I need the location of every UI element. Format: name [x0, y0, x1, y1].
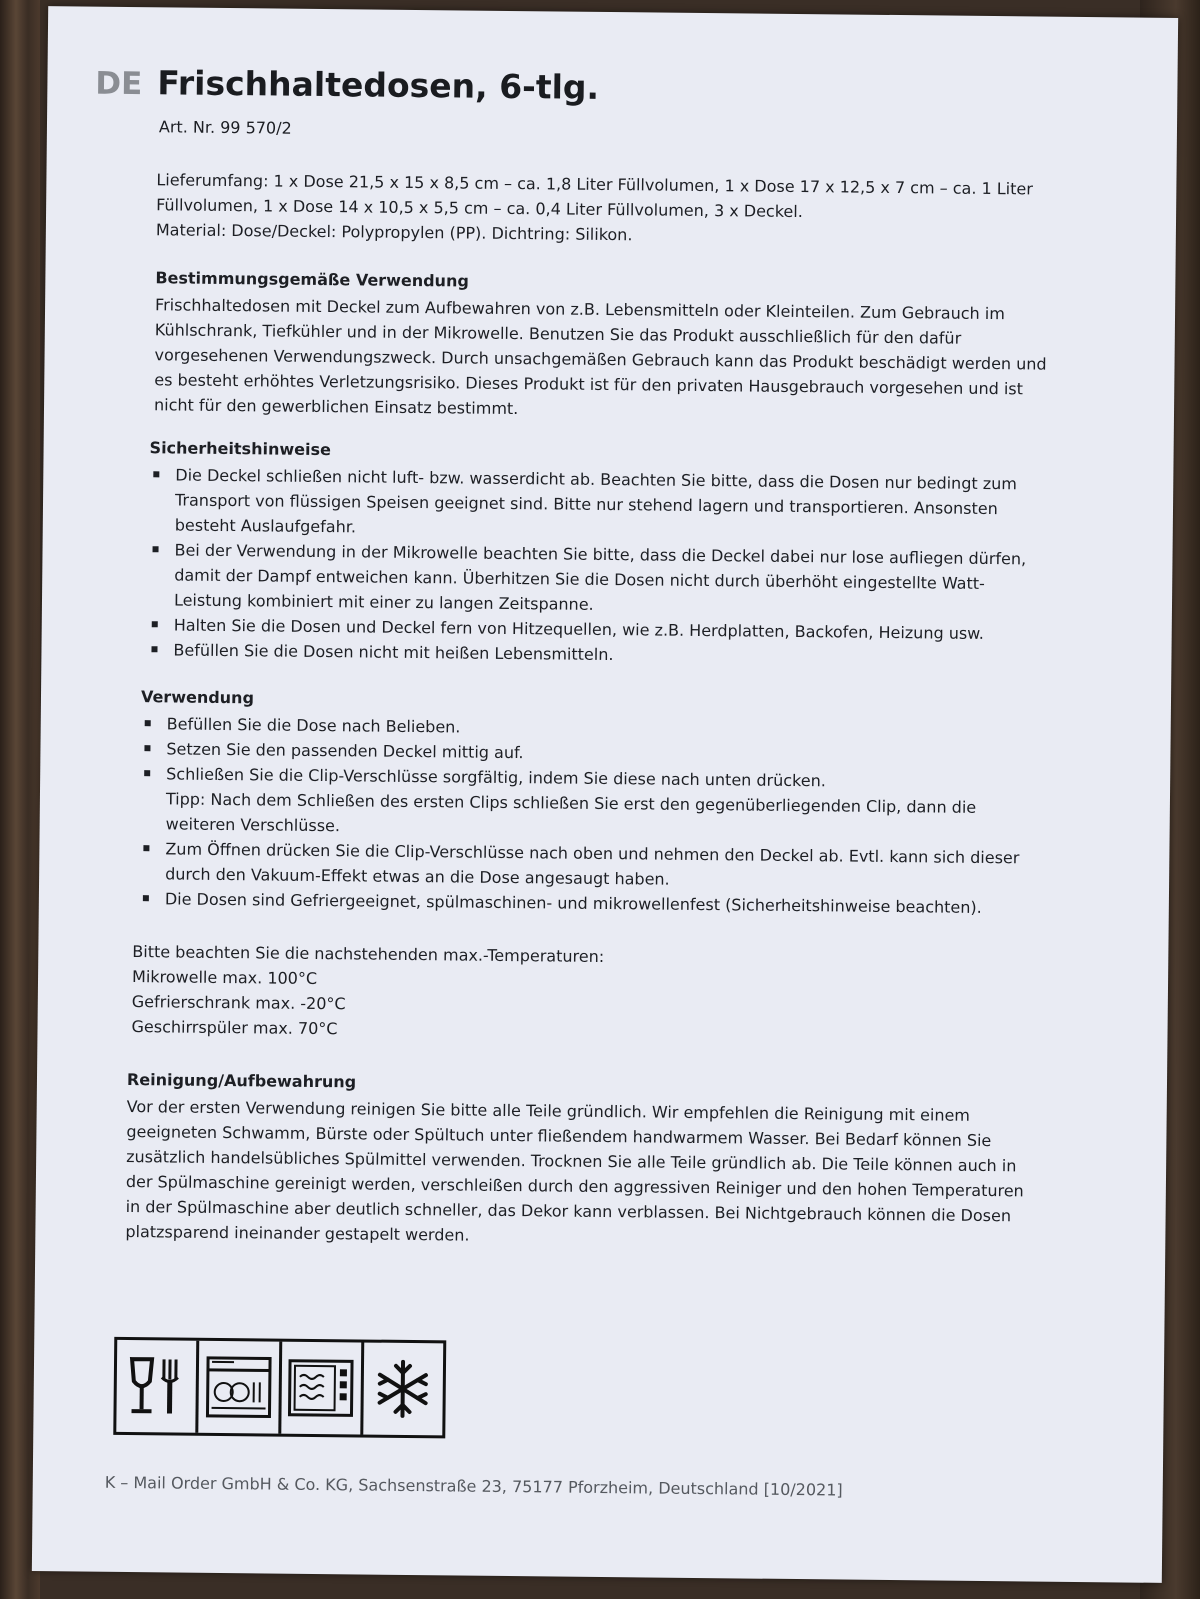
temperature-line: Geschirrspüler max. 70°C — [131, 1017, 338, 1039]
cleaning-section — [125, 1067, 1037, 1254]
cleaning-heading: Reinigung/Aufbewahrung — [126, 1070, 357, 1092]
temperature-intro: Bitte beachten Sie die nachstehenden max.-Temperaturen: — [132, 942, 605, 966]
company-footer: K – Mail Order GmbH & Co. KG, Sachsenstraße 23, 75177 Pforzheim, Deutschland [10/2021] — [104, 1472, 843, 1500]
list-item: Befüllen Sie die Dose nach Belieben. — [141, 711, 1041, 745]
list-item: Die Deckel schließen nicht luft- bzw. wasserdicht ab. Beachten Sie bitte, dass die Dosen nur bedingt zum Transport von flüssigen Speisen geeignet sind. Bitte nur stehend lagern und transportieren. Ansonsten besteht Auslaufgefahr. — [149, 462, 1050, 546]
usage-heading: Verwendung — [140, 687, 255, 708]
usage-tip: Tipp: Nach dem Schließen des ersten Clips schließen Sie erst den gegenüberliegenden Clip, dann die weiteren Verschlüsse. — [165, 789, 977, 836]
usage-item-text: Schließen Sie die Clip-Verschlüsse sorgfältig, indem Sie diese nach unten drücken. — [166, 764, 826, 791]
list-item — [140, 761, 1041, 845]
document-header — [95, 63, 599, 107]
scope-of-delivery — [156, 167, 1057, 251]
list-item: Zum Öffnen drücken Sie die Clip-Verschlüsse nach oben und nehmen den Deckel ab. Evtl. kann sich dieser durch den Vakuum-Effekt etwas an die Dose angesaugt haben. — [139, 836, 1039, 895]
temperature-line: Mikrowelle max. 100°C — [131, 967, 318, 988]
material-text: Material: Dose/Deckel: Polypropylen (PP). Dichtring: Silikon. — [155, 220, 633, 245]
list-item: Bei der Verwendung in der Mikrowelle beachten Sie bitte, dass die Deckel dabei nur lose aufliegen dürfen, damit der Dampf entweichen kann. Überhitzen Sie die Dosen nicht durch überhöht eingestellte Watt-Leistung kombiniert mit einer zu langen Zeitspanne. — [148, 537, 1049, 621]
temperature-section — [131, 939, 1032, 1048]
temperature-line: Gefrierschrank max. -20°C — [131, 992, 346, 1014]
usage-list — [139, 711, 1041, 920]
document-title: Frischhaltedosen, 6-tlg. — [157, 63, 600, 107]
usage-section — [139, 684, 1041, 920]
intended-use-heading: Bestimmungsgemäße Verwendung — [155, 268, 469, 291]
list-item: Setzen Sie den passenden Deckel mittig auf. — [140, 736, 1040, 770]
list-item: Die Dosen sind Gefriergeeignet, spülmaschinen- und mikrowellenfest (Sicherheitshinweise beachten). — [139, 886, 1039, 920]
safety-list — [147, 462, 1049, 671]
food-safe-icon — [116, 1340, 199, 1433]
article-number: Art. Nr. 99 570/2 — [158, 117, 292, 138]
list-item: Befüllen Sie die Dosen nicht mit heißen Lebensmitteln. — [147, 637, 1047, 671]
scope-text: Lieferumfang: 1 x Dose 21,5 x 15 x 8,5 cm – ca. 1,8 Liter Füllvolumen, 1 x Dose 17 x 12,5 x 7 cm – ca. 1 Liter Füllvolumen, 1 x Dose 14 x 10,5 x 5,5 cm – ca. 0,4 Liter Füllvolumen, 3 x Deckel. — [156, 170, 1033, 222]
intended-use-section — [154, 265, 1056, 426]
language-code: DE — [95, 65, 143, 103]
dishwasher-icon — [199, 1341, 282, 1434]
safety-heading: Sicherheitshinweise — [149, 438, 331, 460]
cleaning-text: Vor der ersten Verwendung reinigen Sie bitte alle Teile gründlich. Wir empfehlen die Reinigung mit einem geeigneten Schwamm, Bürste oder Spültuch unter fließendem handwarmem Wasser. Bei Bedarf können Sie zusätzlich handelsübliches Spülmittel verwenden. Trocknen Sie alle Teile gründlich ab. Die Teile können auch in der Spülmaschine gereinigt werden, verschleißen durch den aggressiven Reiniger und den hohen Temperaturen in der Spülmaschine aber deutlich schneller, das Dekor kann verblassen. Bei Nichtgebrauch können die Dosen platzsparend ineinander gestapelt werden. — [125, 1097, 1024, 1245]
intended-use-text: Frischhaltedosen mit Deckel zum Aufbewahren von z.B. Lebensmitteln oder Kleinteilen. Zum Gebrauch im Kühlschrank, Tiefkühler und in der Mikrowelle. Benutzen Sie das Produkt ausschließlich für den dafür vorgesehenen Verwendungszweck. Durch unsachgemäßen Gebrauch kann das Produkt beschädigt werden und es besteht erhöhtes Verletzungsrisiko. Dieses Produkt ist für den privaten Hausgebrauch vorgesehen und ist nicht für den gewerblichen Einsatz bestimmt. — [153, 295, 1047, 419]
care-symbols — [113, 1337, 446, 1438]
microwave-icon — [281, 1342, 364, 1435]
instruction-sheet — [32, 6, 1178, 1583]
freezer-icon — [363, 1343, 443, 1436]
list-item: Halten Sie die Dosen und Deckel fern von Hitzequellen, wie z.B. Herdplatten, Backofen, Heizung usw. — [148, 612, 1048, 646]
safety-section — [147, 435, 1049, 671]
